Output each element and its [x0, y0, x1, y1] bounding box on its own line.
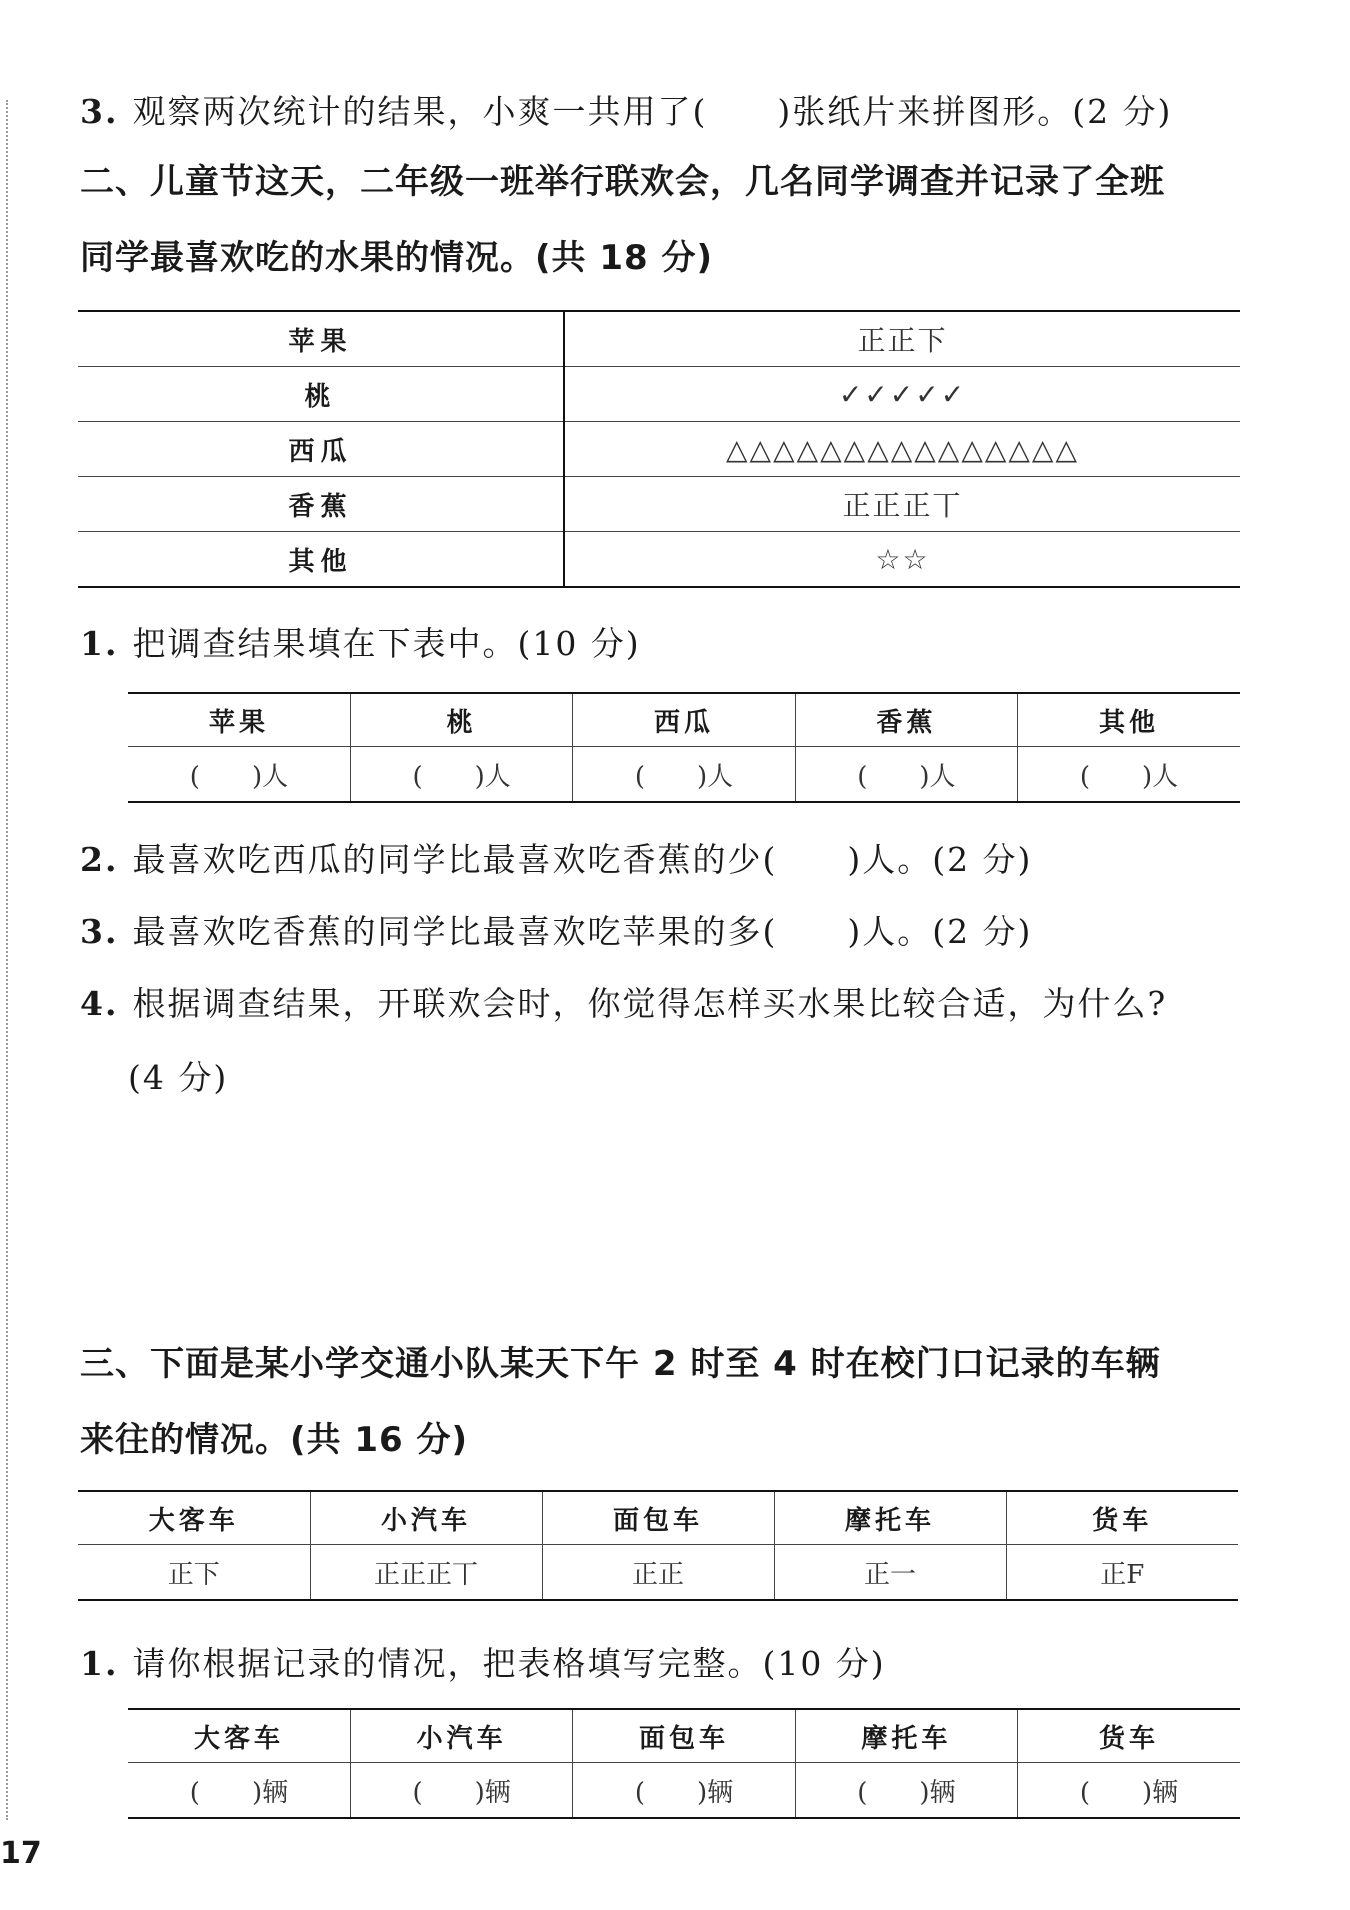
vehicle-header-cell: 小汽车: [350, 1709, 572, 1763]
question-number: 2.: [80, 840, 119, 879]
fruit-tally-table: [78, 310, 1240, 588]
vehicle-answer-blank: ( )辆: [1079, 1777, 1179, 1808]
question-text: 观察两次统计的结果，小爽一共用了( )张纸片来拼图形。(2 分): [132, 92, 1173, 131]
vehicle-count-header-row: [128, 1709, 1240, 1763]
vehicle-header-cell: 小汽车: [310, 1491, 542, 1545]
page-number: 17: [0, 1836, 42, 1871]
vehicle-header-cell: 货车: [1006, 1491, 1238, 1545]
question-number: 1.: [80, 624, 119, 663]
vehicle-answer-blank: ( )辆: [128, 1763, 350, 1819]
vehicle-count-table: [128, 1708, 1240, 1819]
fruit-answer-blank: ( )人: [350, 747, 572, 803]
question-text: 请你根据记录的情况，把表格填写完整。(10 分): [132, 1644, 886, 1683]
fruit-count-table: [128, 692, 1240, 803]
question-number: 3.: [80, 92, 119, 131]
fruit-tally-row: [78, 311, 1240, 367]
question-text: 最喜欢吃香蕉的同学比最喜欢吃苹果的多( )人。(2 分): [132, 912, 1033, 951]
section-3-heading-line1: 三、下面是某小学交通小队某天下午 2 时至 4 时在校门口记录的车辆: [80, 1344, 1161, 1384]
fruit-header-cell: 其他: [1018, 693, 1240, 747]
vehicle-header-cell: 摩托车: [795, 1709, 1017, 1763]
fruit-tally-mark: 正正正丅: [564, 477, 1240, 532]
fruit-header-cell: 西瓜: [573, 693, 795, 747]
fruit-tally-mark: ✓✓✓✓✓: [564, 367, 1240, 422]
fruit-label: 桃: [78, 367, 564, 422]
vehicle-header-cell: 面包车: [542, 1491, 774, 1545]
fruit-tally-mark: △△△△△△△△△△△△△△△: [564, 422, 1240, 477]
section-2-heading-line1: 二、儿童节这天，二年级一班举行联欢会，几名同学调查并记录了全班: [80, 162, 1165, 202]
vehicle-header-cell: 货车: [1018, 1709, 1240, 1763]
fruit-answer-blank: ( )人: [795, 747, 1017, 803]
section-3-question-1: [80, 1644, 1240, 1684]
fruit-tally-row: [78, 367, 1240, 422]
vehicle-answer-blank: ( )辆: [350, 1763, 572, 1819]
vehicle-header-cell: 大客车: [128, 1709, 350, 1763]
fruit-tally-row: [78, 532, 1240, 588]
fruit-label: 香蕉: [78, 477, 564, 532]
vehicle-header-cell: 摩托车: [774, 1491, 1006, 1545]
vehicle-tally-mark: 正F: [1100, 1559, 1145, 1590]
question-number: 4.: [80, 984, 119, 1023]
question-number: 1.: [80, 1644, 119, 1683]
question-3: [80, 92, 1240, 132]
question-text: 把调查结果填在下表中。(10 分): [132, 624, 641, 663]
vehicle-tally-mark: 正正正丅: [310, 1545, 542, 1601]
fruit-label: 苹果: [78, 311, 564, 367]
vehicle-header-cell: 大客车: [78, 1491, 310, 1545]
vehicle-tally-mark: 正正: [542, 1545, 774, 1601]
vehicle-tally-header-row: [78, 1491, 1238, 1545]
fruit-header-cell: 香蕉: [795, 693, 1017, 747]
fruit-header-cell: 桃: [350, 693, 572, 747]
section-2-question-4: [80, 984, 1240, 1024]
vehicle-tally-mark: 正下: [78, 1545, 310, 1601]
section-2-question-2: [80, 840, 1240, 880]
fruit-tally-mark: ☆☆: [564, 532, 1240, 588]
vehicle-tally-row: [78, 1545, 1238, 1601]
question-number: 3.: [80, 912, 119, 951]
vehicle-answer-blank: ( )辆: [795, 1763, 1017, 1819]
fruit-header-cell: 苹果: [128, 693, 350, 747]
fruit-label: 西瓜: [78, 422, 564, 477]
question-text: 最喜欢吃西瓜的同学比最喜欢吃香蕉的少( )人。(2 分): [132, 840, 1033, 879]
section-2-heading-line2: 同学最喜欢吃的水果的情况。(共 18 分): [80, 238, 714, 278]
section-2-question-1: [80, 624, 1240, 664]
fruit-count-header-row: [128, 693, 1240, 747]
section-3-heading-line2: 来往的情况。(共 16 分): [80, 1420, 469, 1460]
binding-margin-line: [6, 100, 8, 1820]
vehicle-header-cell: 面包车: [573, 1709, 795, 1763]
fruit-tally-row: [78, 422, 1240, 477]
fruit-answer-blank: ( )人: [128, 747, 350, 803]
fruit-answer-blank: ( )人: [573, 747, 795, 803]
fruit-answer-blank: ( )人: [1079, 761, 1179, 792]
fruit-label: 其他: [78, 532, 564, 588]
section-2-question-3: [80, 912, 1240, 952]
vehicle-count-answer-row: [128, 1763, 1240, 1819]
section-2-question-4-score: (4 分): [128, 1058, 229, 1097]
vehicle-tally-mark: 正一: [774, 1545, 1006, 1601]
fruit-tally-mark: 正正下: [564, 311, 1240, 367]
question-text: 根据调查结果，开联欢会时，你觉得怎样买水果比较合适，为什么?: [132, 984, 1168, 1023]
fruit-tally-row: [78, 477, 1240, 532]
vehicle-answer-blank: ( )辆: [573, 1763, 795, 1819]
vehicle-tally-table: [78, 1490, 1238, 1601]
fruit-count-answer-row: [128, 747, 1240, 803]
